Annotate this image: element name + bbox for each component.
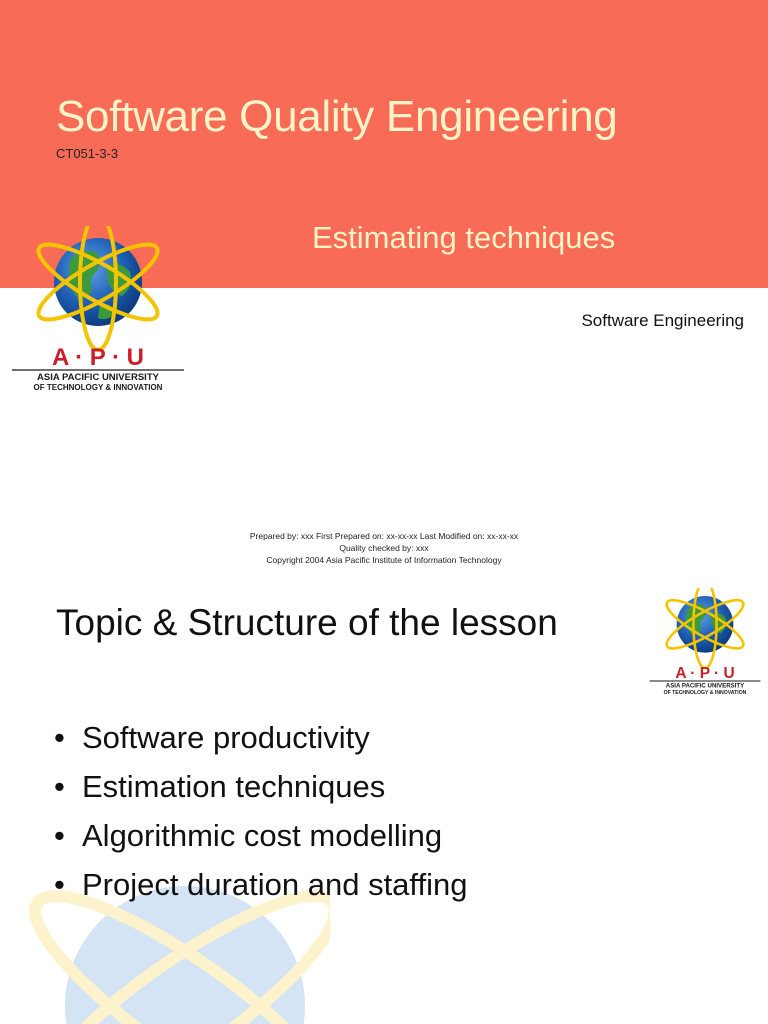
footer-copyright: Copyright 2004 Asia Pacific Institute of Information Technology [266, 555, 502, 565]
module-name: Software Engineering [581, 311, 744, 330]
bullet-icon: • [54, 867, 65, 902]
list-item [52, 818, 467, 867]
bullet-icon: • [54, 818, 65, 853]
apu-logo-small [647, 588, 763, 698]
slide-footer [0, 530, 768, 566]
bullet-text: Estimation techniques [82, 769, 386, 804]
logo-line1: ASIA PACIFIC UNIVERSITY [665, 682, 745, 690]
bullet-text: Algorithmic cost modelling [82, 818, 443, 853]
bullet-icon: • [54, 720, 65, 755]
footer-quality: Quality checked by: xxx [339, 543, 429, 553]
list-item [52, 769, 467, 818]
bullet-text: Software productivity [82, 720, 370, 755]
content-slide [0, 576, 768, 1024]
bullet-list [52, 720, 467, 916]
logo-line2: OF TECHNOLOGY & INNOVATION [663, 689, 747, 696]
bullet-text: Project duration and staffing [82, 867, 468, 902]
footer-prepared: Prepared by: xxx First Prepared on: xx-xx-xx Last Modified on: xx-xx-xx [249, 531, 519, 541]
logo-line2: OF TECHNOLOGY & INNOVATION [33, 383, 163, 392]
logo-letters: A · P · U [51, 344, 145, 371]
apu-logo [8, 226, 188, 396]
list-item [52, 867, 467, 916]
logo-letters: A · P · U [675, 664, 735, 682]
course-code: CT051-3-3 [56, 146, 119, 161]
topic-title: Estimating techniques [312, 220, 616, 255]
globe-orbit-icon [8, 226, 188, 396]
list-item [52, 720, 467, 769]
globe-orbit-icon [647, 588, 763, 698]
logo-line1: ASIA PACIFIC UNIVERSITY [37, 372, 159, 383]
bullet-icon: • [54, 769, 65, 804]
slide-title: Topic & Structure of the lesson [56, 602, 558, 643]
course-title: Software Quality Engineering [56, 92, 618, 141]
